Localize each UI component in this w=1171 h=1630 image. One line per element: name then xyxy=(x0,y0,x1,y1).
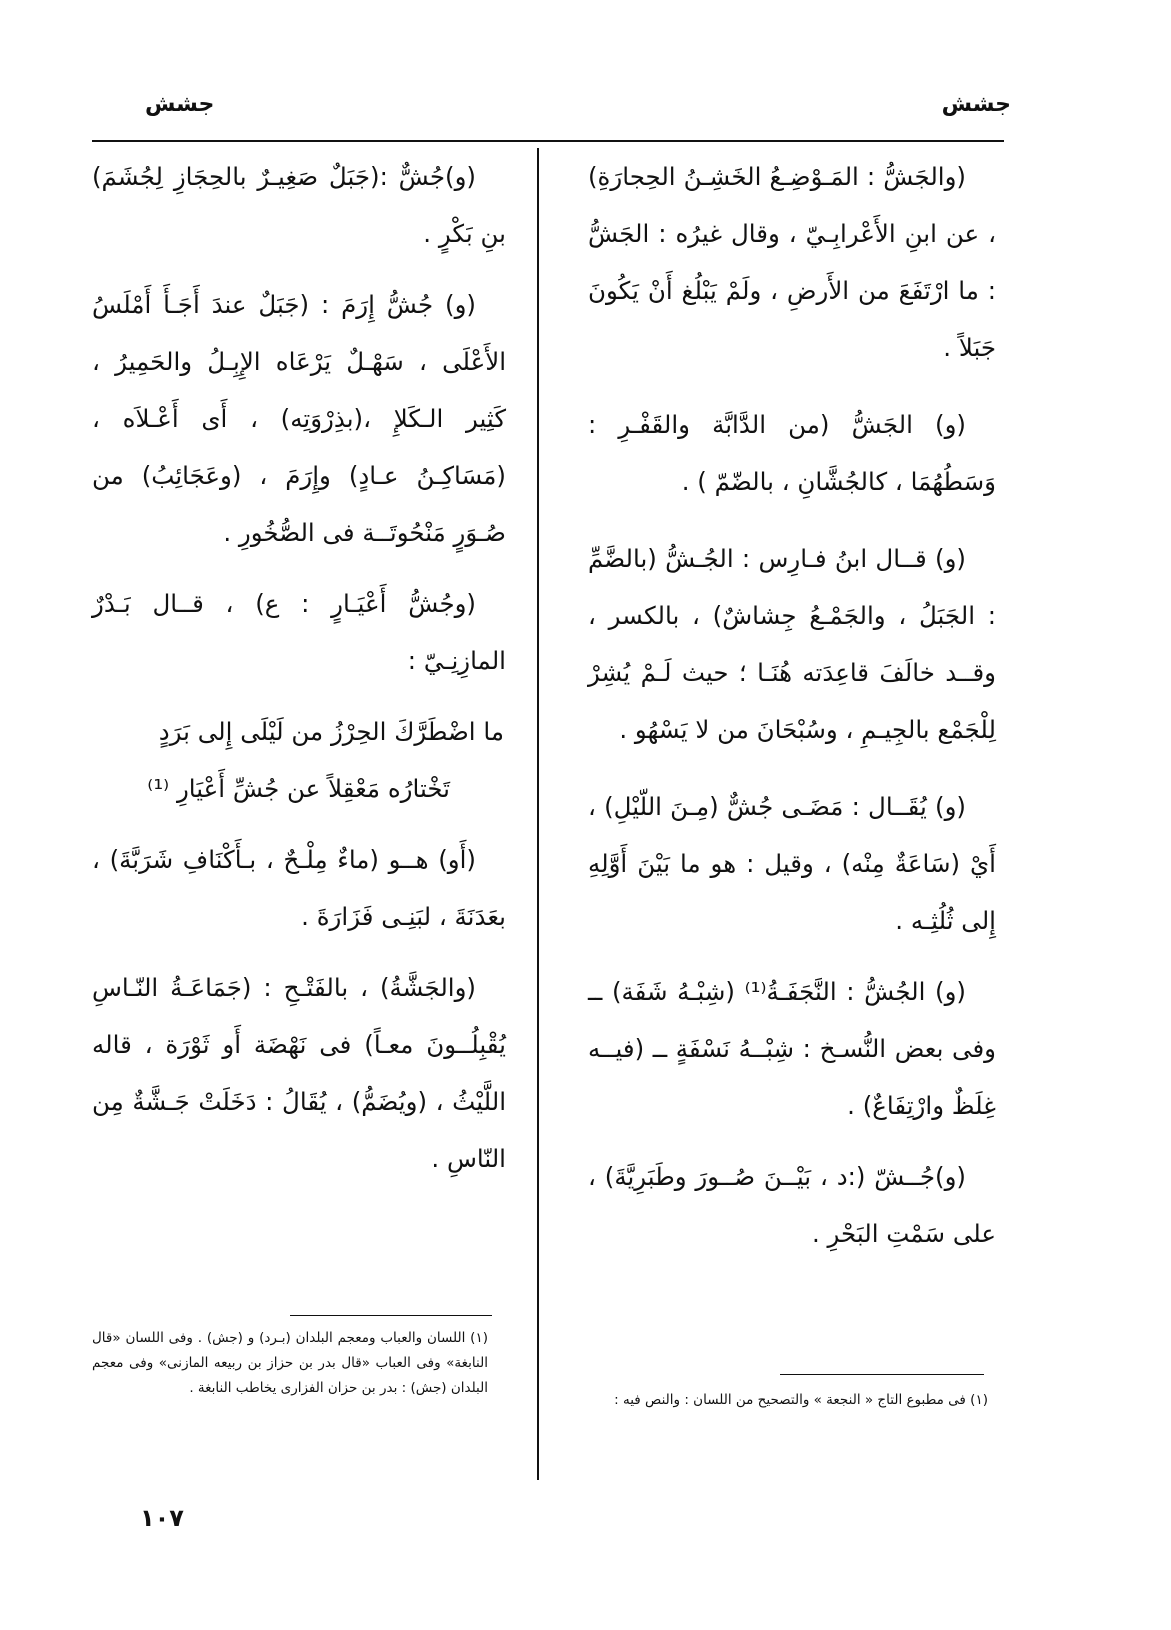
entry-jashsh-middle: (و) الجَشُّ (من الدَّابَّة والقَفْـرِ : وَسَطُهُمَا ، كالجُشَّانِ ، بالضّمّ ) . xyxy=(588,410,996,496)
column-divider xyxy=(537,148,539,1480)
running-head-right: جشش xyxy=(941,92,1011,117)
entry-jushsh-iram: (و) جُشُّ إِرَمَ : (جَبَلٌ عندَ أَجَـأَ أَمْلَسُ الأَعْلَى ، سَهْـلٌ يَرْعَاه الإِبِـلُ والحَمِيرُ ، كَثِير الـكَلإِ ،(بذِرْوَتِه) ، أَى أَعْـلاَه ، (مَسَاكِـنُ عـادٍ) وإِرَمَ ، (وعَجَائِبُ) من صُـوَرٍ مَنْحُوتَــة فى الصُّخُورِ . xyxy=(92,290,506,547)
verse-line-2: تَخْتارُه مَعْقِلاً عن جُشِّ أَعْيَارِ ⁽¹⁾ xyxy=(147,774,450,803)
running-head-left: جشش xyxy=(145,92,215,117)
header-rule xyxy=(92,140,1004,142)
footnote-rule-left xyxy=(290,1315,492,1316)
poetry-verse xyxy=(92,703,506,817)
footnote-rule-right xyxy=(780,1374,984,1375)
entry-jushsh-small-mountain: (و)جُشٌّ :(جَبَلٌ صَغِيـرٌ بالحِجَازِ لِجُشَمَ) بنِ بَكْرٍ . xyxy=(92,162,506,248)
entry-salt-water: (أَو) هــو (ماءٌ مِلْـحٌ ، بـأَكْنَافِ شَرَبَّةَ) ، بعَدَنَةَ ، لبَنِـى فَزَارَةَ . xyxy=(92,845,506,931)
right-column xyxy=(588,148,996,1262)
entry-jushsh-mountain: (و) قــال ابنُ فـارِس : الجُـشُّ (بالضَّمِّ : الجَبَلُ ، والجَمْـعُ جِشاشٌ) ، بالكسر ، وقــد خالَفَ قاعِدَته هُنَـا ؛ حيث لَـمْ يُشِرْ لِلْجَمْع بالجِيـمِ ، وسُبْحَانَ من لا يَسْهُو . xyxy=(588,544,996,744)
entry-jushsh-ayyar: (وجُشُّ أَعْيَـارٍ : ع) ، قــال بَـدْرٌ المازِنِـيّ : xyxy=(92,589,506,675)
entry-jashsh-rocky-ground: (والجَشُّ : المَـوْضِـعُ الخَشِـنُ الحِجارَةِ) ، عن ابنِ الأَعْرابِـيّ ، وقال غيرُه : الجَشُّ : ما ارْتَفَعَ من الأَرضِ ، ولَمْ يَبْلُغ أَنْ يَكُونَ جَبَلاً . xyxy=(588,162,996,362)
footnote-right: (١) فى مطبوع التاج « النجعة » والتصحيح من اللسان : والنص فيه : xyxy=(614,1392,988,1408)
entry-jushsh-night-hour: (و) يُقَــال : مَضَـى جُشٌّ (مِـنَ اللّيْلِ) ، أَيْ (سَاعَةٌ مِنْه) ، وقيل : هو ما بَيْنَ أَوَّلِهِ إِلى ثُلُثِـه . xyxy=(588,792,996,935)
entry-jushsh-najafa: (و) الجُشُّ : النَّجَفَـةُ⁽¹⁾ (شِبْـهُ شَفَة) ــ وفى بعض النُّسـخ : شِبْــهُ نَسْفَةٍ ــ (فيــه غِلَظٌ وارْتِفَاعٌ) . xyxy=(588,977,996,1120)
entry-jushsh-town: (و)جُــشّ (:د ، بَيْــنَ صُــورَ وطَبَرِيَّةَ) ، على سَمْتِ البَحْرِ . xyxy=(588,1162,996,1248)
footnote-left: (١) اللسان والعباب ومعجم البلدان (بـرد) و (جش) . وفى اللسان «قال النابغة» وفى العباب «قال بدر بن حزاز بن ربيعه المازنى» وفى معجم البلدان (جش) : بدر بن حزان الفزارى يخاطب النابغة . xyxy=(92,1330,488,1396)
page-number: ١٠٧ xyxy=(140,1504,184,1532)
verse-line-1: ما اضْطَرَّكَ الحِرْزُ من لَيْلَى إِلى بَرَدٍ xyxy=(158,717,504,746)
left-column xyxy=(92,148,506,1187)
entry-jashsha-crowd: (والجَشَّةُ) ، بالفَتْـحِ : (جَمَاعَـةُ النّـاسِ يُقْبِلُــونَ معـاً) فى نَهْضَة أَو ثَوْرَة ، قاله اللَّيْثُ ، (ويُضَمُّ) ، يُقَالُ : دَخَلَتْ جَـشَّةٌ مِن النّاسِ . xyxy=(92,973,506,1173)
